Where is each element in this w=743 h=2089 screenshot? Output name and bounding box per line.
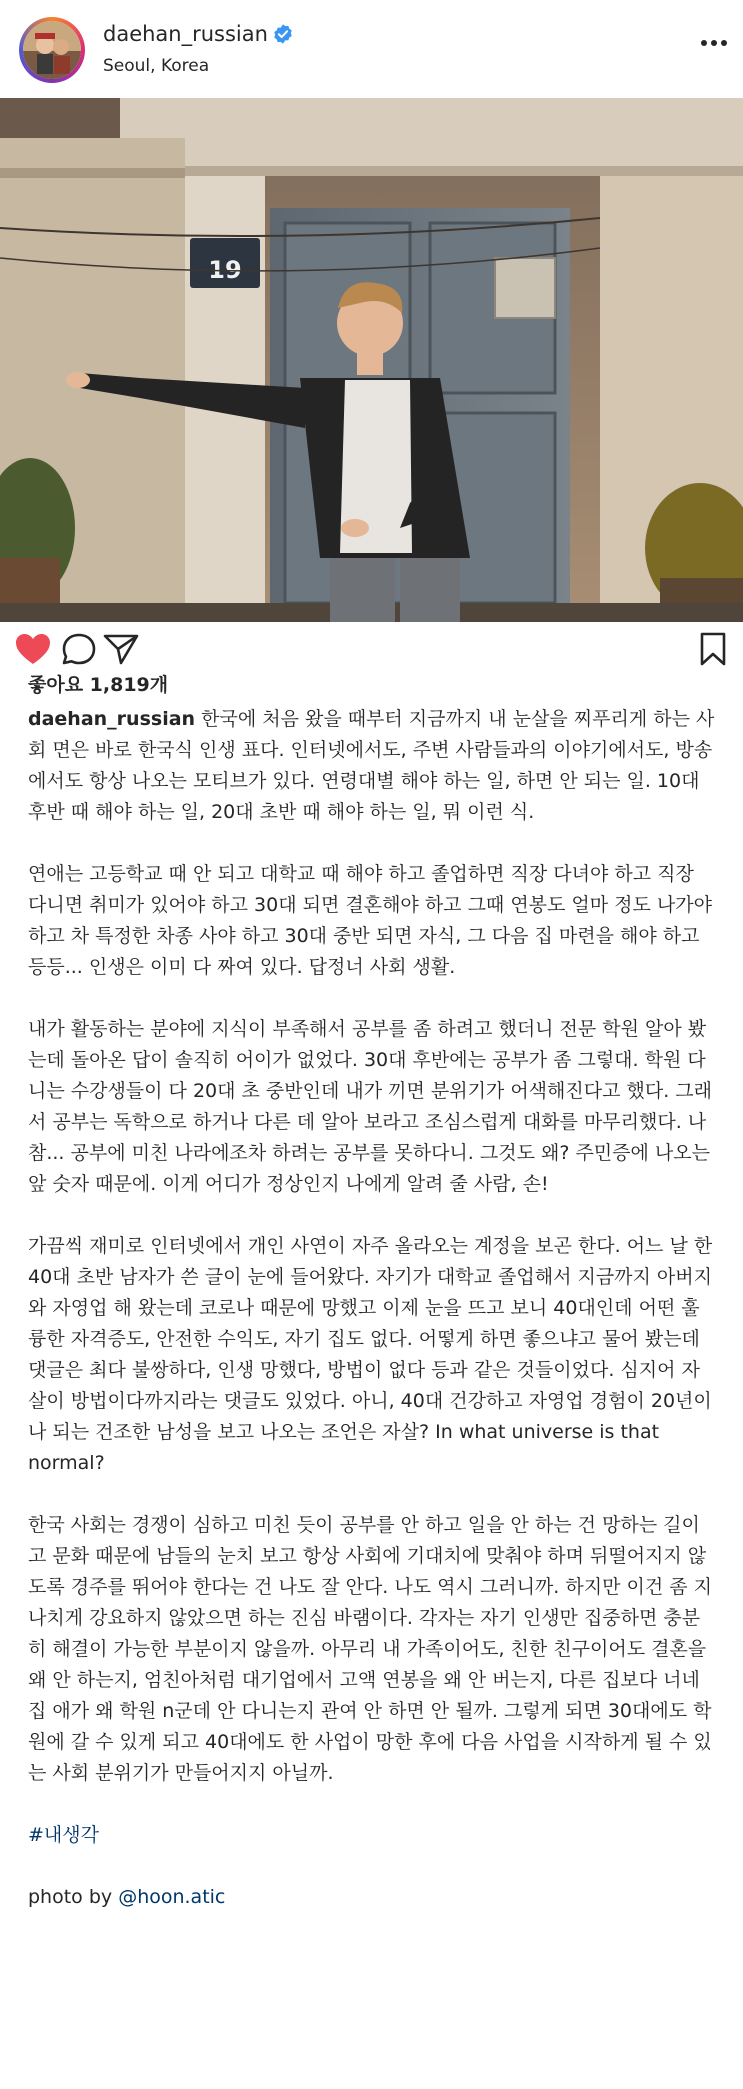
avatar[interactable] bbox=[19, 17, 85, 83]
caption-paragraph-2: 연애는 고등학교 때 안 되고 대학교 때 해야 하고 졸업하면 직장 다녀야 하고 직장 다니면 취미가 있어야 하고 30대 되면 결혼해야 하고 그때 연봉도 얼마 정도 나가야 하고 차 특정한 차종 사야 하고 30대 중반 되면 자식, 그 다음 집 마련을 해야 하고 등등... 인생은 이미 다 짜여 있다. 답정너 사회 생활. bbox=[28, 863, 712, 978]
caption-paragraph-5: 한국 사회는 경쟁이 심하고 미친 듯이 공부를 안 하고 일을 안 하는 건 망하는 길이고 문화 때문에 남들의 눈치 보고 항상 사회에 기대치에 맞춰야 하며 뒤떨어지지 않도록 경주를 뛰어야 한다는 건 나도 잘 안다. 나도 역시 그러니까. 하지만 이건 좀 지나치게 강요하지 않았으면 하는 진심 바램이다. 각자는 자기 인생만 집중하면 충분히 해결이 가능한 부분이지 않을까. 아무리 내 가족이어도, 친한 친구이어도 결혼을 왜 안 하는지, 엄친아처럼 대기업에서 고액 연봉을 왜 안 버는지, 다른 집보다 너네 집 애가 왜 학원 n군데 안 다니는지 관여 안 하면 안 될까. 그렇게 되면 30대에도 학원에 갈 수 있게 되고 40대에도 한 사업이 망한 후에 다음 사업을 시작하게 될 수 있는 사회 분위기가 만들어지지 아닐까. bbox=[28, 1514, 712, 1784]
caption-paragraph-3: 내가 활동하는 분야에 지식이 부족해서 공부를 좀 하려고 했더니 전문 학원 알아 봤는데 돌아온 답이 솔직히 어이가 없었다. 30대 후반에는 공부가 좀 그렇대. 학원 다니는 수강생들이 다 20대 초 중반인데 내가 끼면 분위기가 어색해진다고 했다. 그래서 공부는 독학으로 하거나 다른 데 알아 보라고 조심스럽게 대화를 마무리했다. 나 참... 공부에 미친 나라에조차 하려는 공부를 못하다니. 그것도 왜? 주민증에 나오는 앞 숫자 때문에. 이게 어디가 정상인지 나에게 알려 줄 사람, 손! bbox=[28, 1018, 712, 1195]
comment-icon[interactable] bbox=[60, 632, 98, 666]
photo-credit-prefix: photo by bbox=[28, 1886, 119, 1908]
caption-username[interactable]: daehan_russian bbox=[28, 708, 196, 730]
caption-paragraph-4: 가끔씩 재미로 인터넷에서 개인 사연이 자주 올라오는 계정을 보곤 한다. 어느 날 한 40대 초반 남자가 쓴 글이 눈에 들어왔다. 자기가 대학교 졸업해서 지금까지 아버지와 자영업 해 왔는데 코로나 때문에 망했고 이제 눈을 뜨고 보니 40대인데 어떤 훌륭한 자격증도, 안전한 수익도, 자기 집도 없다. 어떻게 하면 좋으냐고 물어 봤는데 댓글은 최다 불쌍하다, 인생 망했다, 방법이 없다 등과 같은 것들이었다. 심지어 자살이 방법이다까지라는 댓글도 있었다. 아니, 40대 건강하고 자영업 경험이 20년이나 되는 건조한 남성을 보고 나오는 조언은 자살? In what universe is that normal? bbox=[28, 1235, 713, 1474]
post-header bbox=[0, 0, 743, 98]
send-icon[interactable] bbox=[102, 632, 140, 666]
avatar-image bbox=[23, 21, 81, 79]
post-username[interactable]: daehan_russian bbox=[103, 22, 268, 46]
photo-credit-mention[interactable]: @hoon.atic bbox=[118, 1886, 226, 1908]
post-photo-image bbox=[0, 98, 743, 622]
verified-badge-icon bbox=[272, 23, 294, 45]
hashtag-link[interactable]: #내생각 bbox=[28, 1824, 99, 1846]
caption-text: 한국에 처음 왔을 때부터 지금까지 내 눈살을 찌푸리게 하는 사회 면은 바로 한국식 인생 표다. 인터넷에서도, 주변 사람들과의 이야기에서도, 방송에서도 항상 나오는 모티브가 있다. 연령대별 해야 하는 일, 하면 안 되는 일. 10대 후반 때 해야 하는 일, 20대 초반 때 해야 하는 일, 뭐 이런 식. bbox=[28, 708, 715, 823]
house-number: 19 bbox=[208, 256, 242, 284]
more-icon[interactable] bbox=[699, 38, 729, 48]
bookmark-icon[interactable] bbox=[694, 632, 732, 666]
post-location[interactable]: Seoul, Korea bbox=[103, 56, 210, 76]
post-caption bbox=[28, 704, 718, 1944]
heart-icon[interactable] bbox=[14, 632, 52, 666]
caption-paragraph-1 bbox=[28, 704, 718, 828]
photo-credit bbox=[28, 1882, 718, 1913]
post-photo[interactable] bbox=[0, 98, 743, 622]
like-count[interactable]: 좋아요 1,819개 bbox=[28, 674, 169, 696]
post-action-bar bbox=[0, 622, 743, 674]
caption-hashtag-line bbox=[28, 1820, 718, 1851]
